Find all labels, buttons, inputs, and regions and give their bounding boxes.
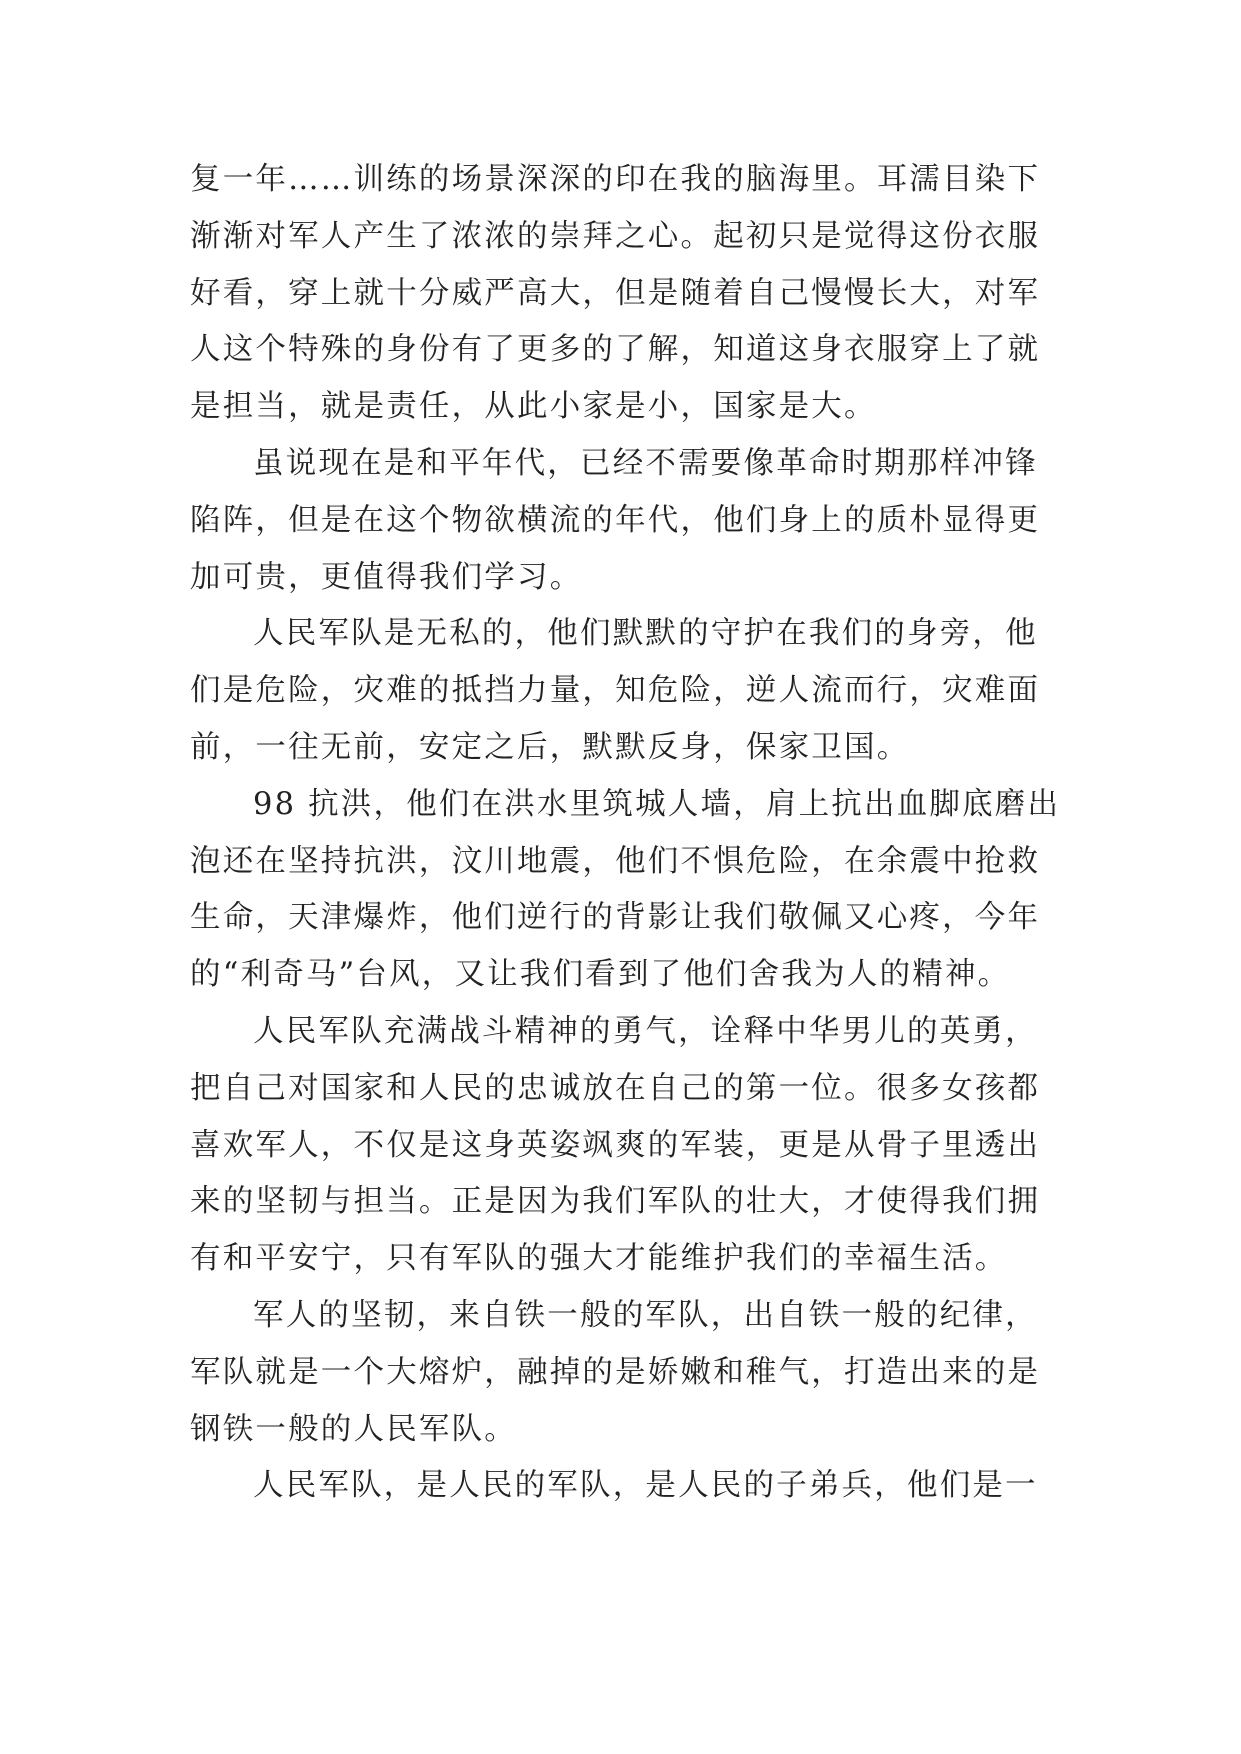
- text-line-22: 军队就是一个大熔炉，融掉的是娇嫩和稚气，打造出来的是: [190, 1354, 1041, 1390]
- text-line-7: 陷阵，但是在这个物欲横流的年代，他们身上的质朴显得更: [190, 502, 1041, 538]
- text-line-16: 人民军队充满战斗精神的勇气，诠释中华男儿的英勇，: [253, 1013, 1038, 1049]
- text-line-5: 是担当，就是责任，从此小家是小，国家是大。: [190, 389, 877, 425]
- text-line-14: 生命，天津爆炸，他们逆行的背影让我们敬佩又心疼，今年: [190, 900, 1041, 936]
- text-line-2: 渐渐对军人产生了浓浓的崇拜之心。起初只是觉得这份衣服: [190, 218, 1041, 254]
- text-line-12: 98 抗洪，他们在洪水里筑城人墙，肩上抗出血脚底磨出: [253, 786, 1061, 822]
- text-line-11: 前，一往无前，安定之后，默默反身，保家卫国。: [190, 729, 910, 765]
- text-line-4: 人这个特殊的身份有了更多的了解，知道这身衣服穿上了就: [190, 332, 1041, 368]
- text-line-20: 有和平安宁，只有军队的强大才能维护我们的幸福生活。: [190, 1241, 1008, 1277]
- text-line-13: 泡还在坚持抗洪，汶川地震，他们不惧危险，在余震中抢救: [190, 843, 1041, 879]
- text-line-9: 人民军队是无私的，他们默默的守护在我们的身旁，他: [253, 616, 1038, 652]
- text-line-15: 的“利奇马”台风，又让我们看到了他们舍我为人的精神。: [190, 957, 1011, 993]
- text-line-18: 喜欢军人，不仅是这身英姿飒爽的军装，更是从骨子里透出: [190, 1127, 1041, 1163]
- text-line-23: 钢铁一般的人民军队。: [190, 1411, 517, 1447]
- text-line-8: 加可贵，更值得我们学习。: [190, 559, 583, 595]
- text-line-6: 虽说现在是和平年代，已经不需要像革命时期那样冲锋: [253, 445, 1038, 481]
- text-line-19: 来的坚韧与担当。正是因为我们军队的壮大，才使得我们拥: [190, 1184, 1041, 1220]
- document-body: [190, 152, 1061, 1515]
- text-line-3: 好看，穿上就十分威严高大，但是随着自己慢慢长大，对军: [190, 275, 1041, 311]
- text-line-17: 把自己对国家和人民的忠诚放在自己的第一位。很多女孩都: [190, 1070, 1041, 1106]
- text-line-1: 复一年……训练的场景深深的印在我的脑海里。耳濡目染下: [190, 162, 1041, 197]
- text-line-21: 军人的坚韧，来自铁一般的军队，出自铁一般的纪律，: [253, 1297, 1038, 1333]
- text-line-24: 人民军队，是人民的军队，是人民的子弟兵，他们是一: [253, 1468, 1038, 1504]
- text-line-10: 们是危险，灾难的抵挡力量，知危险，逆人流而行，灾难面: [190, 673, 1041, 709]
